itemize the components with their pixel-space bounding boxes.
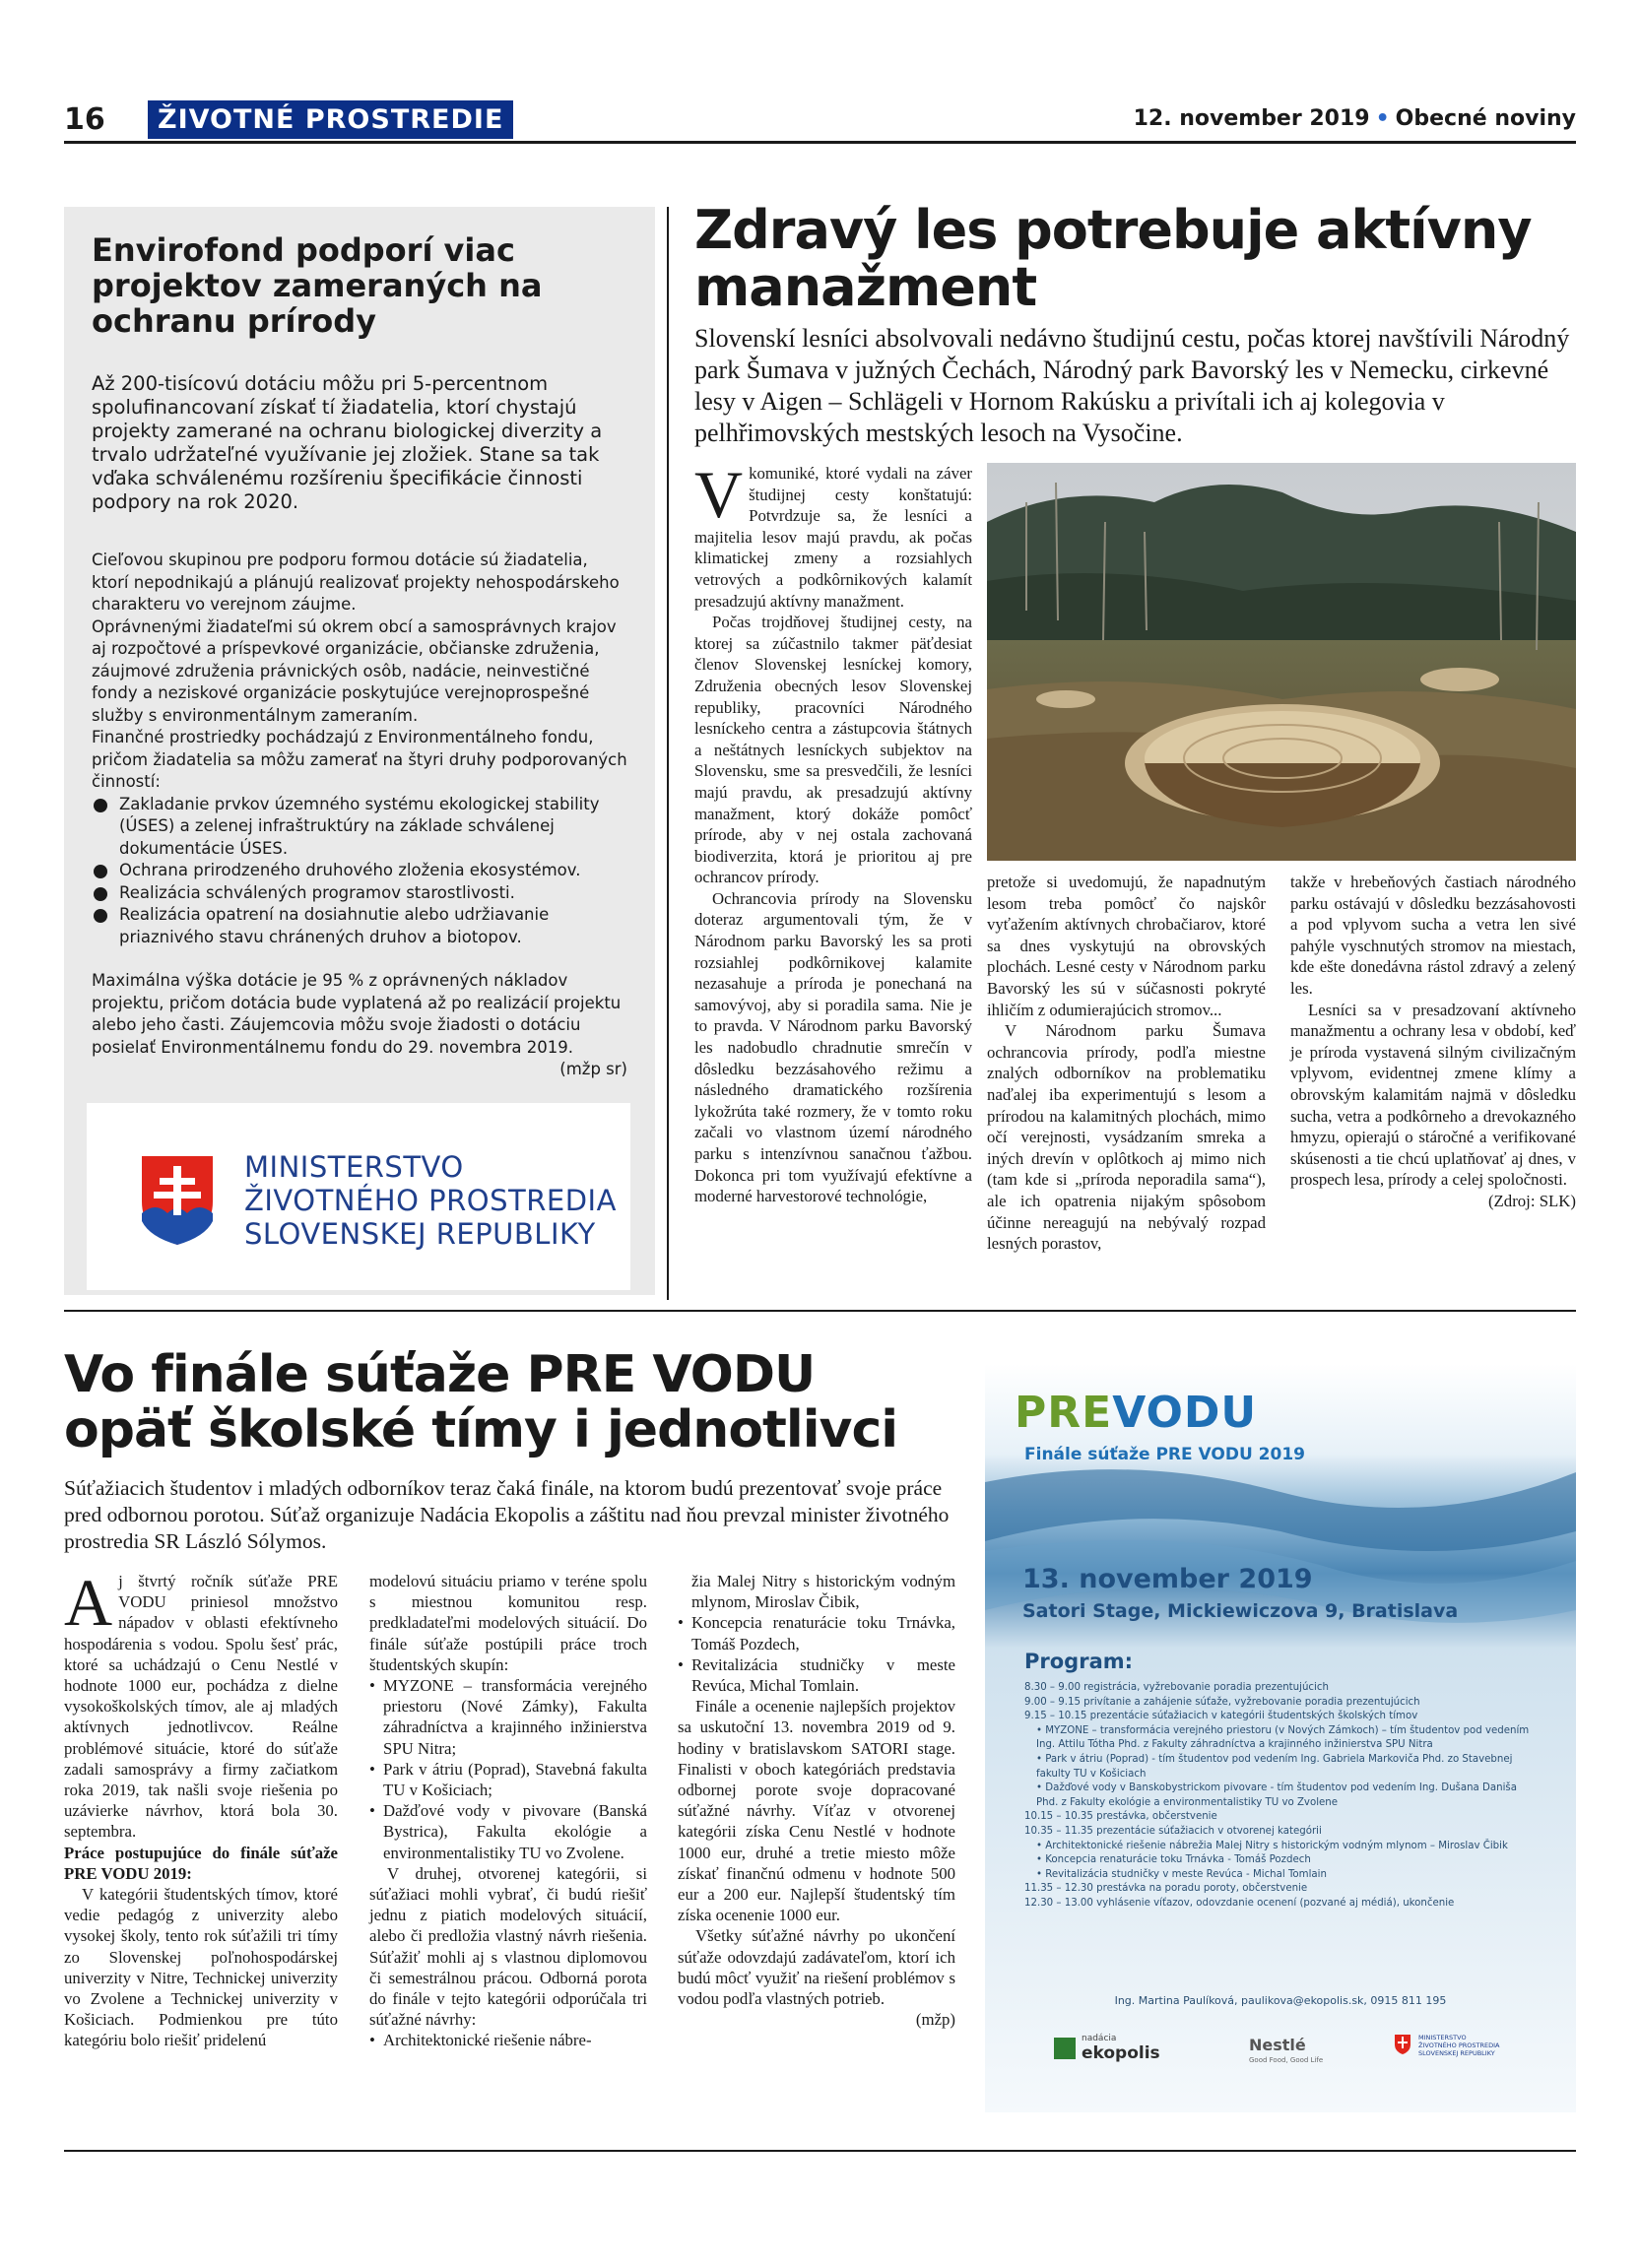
program-item: 10.35 – 11.35 prezentácie súťažiacich v otvorenej kategórii [1024,1825,1322,1837]
ekopolis-logo: ekopolis [1082,2043,1160,2063]
event-date: 13. november 2019 [1022,1564,1313,1594]
activity-list [92,794,627,949]
list-item: • Architektonické riešenie nábre- [369,2030,647,2050]
forest-column-2 [987,872,1266,1255]
envirofond-paragraph: Oprávnenými žiadateľmi sú okrem obcí a samosprávnych krajov aj rozpočtové a príspevkové organizácie, občianske združenia, záujmové združenia právnických osôb, nadácie, neinvestičné fondy a neziskové organizácie poskytujúce verejnoprospešné služby s environmentálnym zameraním. [92,616,617,725]
article-text: takže v hrebeňových častiach národného parku ostávajú v dôsledku bezzásahovosti a pod vplyvom sucha a vetra len sivé pahýle vyschnutých stromov na miestach, kde ešte donedávna rástol zdravý a zelený les. [1290,873,1576,998]
article-text: Všetky súťažné návrhy po ukončení súťaže odovzdajú zadávateľom, ktorí ich budú môcť využiť na riešení problémov s vodou podľa vlastných potrieb. [678,1926,955,2009]
ministry-line: ŽIVOTNÉHO PROSTREDIA [244,1184,617,1217]
poster-contact: Ing. Martina Paulíková, paulikova@ekopolis.sk, 0915 811 195 [1114,1994,1447,2007]
list-item: • Park v átriu (Poprad), Stavebná fakulta TU v Košiciach; [369,1759,647,1800]
program-item: 9.15 – 10.15 prezentácie súťažiacich v kategórii študentských školských tímov [1024,1711,1418,1722]
ekopolis-prefix: nadácia [1082,2034,1117,2043]
slovak-coat-of-arms-icon [138,1152,217,1247]
finalist-list [369,1675,647,1863]
program-item: 9.00 – 9.15 privítanie a zahájenie súťaže, vyžrebovanie poradia prezentujúcich [1024,1696,1420,1708]
article-text: Ochrancovia prírody na Slovensku doteraz argumentovali tým, že v Národnom parku Bavorský les sa proti rozsiahlej podkôrnikovej kalamite nezasahuje a príroda je ponechaná na samovývoj, aby si poradila sama. Nie je to pravda. V Národnom parku Bavorský les nadobudlo chradnutie smrečín v dôsledku bezzásahového režimu a následného dramatického rozšírenia lykožrúta také rozmery, že v tomto roku začali vo vlastnom území národného parku s intenzívnou sanačnou ťažbou. Dokonca pri tom využívajú efektívne a moderné harvestorové technológie, [694,888,972,1206]
envirofond-body [92,550,627,1081]
slovak-coat-of-arms-icon [1394,2034,1411,2055]
forest-article-title: Zdravý les potrebuje aktívny manažment [694,199,1532,318]
envirofond-paragraph: Cieľovou skupinou pre podporu formou dotácie sú žiadatelia, ktorí nepodnikajú a plánujú realizovať projekty nehospodárskeho charakteru vo verejnom záujme. [92,551,620,614]
section-label: ŽIVOTNÉ PROSTREDIE [148,100,513,139]
program-item: 10.15 – 10.35 prestávka, občerstvenie [1024,1811,1217,1823]
author-signature: (mžp) [915,2010,955,2030]
article-text: V Národnom parku Šumava ochrancovia prírody, podľa miestne znalých odborníkov na problematiku naďalej iba experimentujú s lesom a prírodou na kalamitných plochách, mimo očí verejnosti, vysádzaním smreka a iných drevín v oplôtkoch aj mimo nich (tam kde si „príroda neporadila sama“), ale ich opatrenia nijakým spôsobom účinne nereagujú na nebývalý rozpad lesných porastov, [987,1021,1266,1254]
finalist-list [369,2030,647,2050]
drop-cap: A [64,1565,113,1640]
section-divider [64,1310,1576,1312]
issue-date: 12. november 2019 [1133,106,1370,131]
ministry-small-logo [1418,2034,1499,2057]
ministry-logo [87,1103,630,1290]
program-item: 12.30 – 13.00 vyhlásenie víťazov, odovzdanie ocenení (pozvané aj médiá), ukončenie [1024,1897,1455,1909]
program-list [1024,1681,1537,1912]
page-header [64,98,1576,144]
prevodu-brand [1015,1388,1257,1438]
separator-dot: • [1375,106,1390,131]
ministry-line: MINISTERSTVO [244,1150,464,1184]
list-item: • Revitalizácia studničky v meste Revúca, Michal Tomlain. [678,1654,955,1696]
program-item: 11.35 – 12.30 prestávka na poradu poroty, občerstvenie [1024,1883,1308,1895]
list-item: Zakladanie prvkov územného systému ekologickej stability (ÚSES) a zelenej infraštruktúry na základe schválenej dokumentácie ÚSES. [92,794,627,861]
article-text: j štvrtý ročník súťaže PRE VODU priniesol množstvo nápadov v oblasti efektívneho hospodárenia s vodou. Spolu šesť prác, ktoré sa uchádzajú o Cenu Nestlé v hodnote 1000 eur, pochádza z dielne vysokoškolských tímov, ale aj mladých aktívnych jednotlivcov. Reálne problémové situácie, ktoré do súťaže zadali samosprávy a firmy začiatkom roka 2019, tak našli svoje riešenia po uzávierke návrhov, ktorá bola 30. septembra. [64,1572,338,1842]
program-item: • Dažďové vody v Banskobystrickom pivovare - tím študentov pod vedením Ing. Dušana Daniša Phd. z Fakulty ekológie a environmentalistiky TU vo Zvolene [1036,1782,1517,1808]
ministry-line: SLOVENSKEJ REPUBLIKY [244,1217,596,1251]
list-item: • MYZONE – transformácia verejného priestoru (Nové Zámky), Fakulta záhradníctva a krajinného inžinierstva SPU Nitra; [369,1675,647,1759]
article-text: Lesníci sa v presadzovaní aktívneho manažmentu a ochrany lesa v období, keď je príroda vystavená silným civilizačným vplyvom, evidentnej zmene klímy a obrovským kalamitám najmä v dôsledku sucha, vetra a podkôrneho a drevokazného hmyzu, opierajú o stáročné a verifikované skúsenosti a tie chcú uplatňovať aj dnes, v prospech lesa, prírody a celej spoločnosti. [1290,1000,1576,1190]
article-text: žia Malej Nitry s historickým vodným mlynom, Miroslav Čibik, [691,1572,955,1612]
article-text: komuniké, ktoré vydali na záver študijnej cesty konštatujú: Potvrdzuje sa, že lesníci a majitelia lesov majú pravdu, ak počas klimatickej zmeny a rozsiahlych vetrových a podkôrnikových kalamít presadzujú aktívny manažment. [694,464,972,611]
article-text: V druhej, otvorenej kategórii, si súťažiaci mohli vybrať, či budú riešiť jednu z piatich modelových situácií, alebo či predložia vlastný návrh riešenia. Súťažiť mohli aj s vlastnou diplomovou či semestrálnou prácou. Odborná porota do finále v tejto kategórii odporúčala tri súťažné návrhy: [369,1863,647,2030]
article-text: Počas trojdňovej študijnej cesty, na ktorej sa zúčastnilo takmer päťdesiat členov Slovenskej lesníckej komory, Združenia obecných lesov Slovenskej republiky, pracovníci Národného lesníckeho centra a zástupcovia štátnych a neštátnych lesníckych subjektov na Slovensku, sme sa presvedčili, že lesníci majú pravdu, ak presadzujú aktívny manažment, ktorý dokáže pomôcť prírode, aby v nej ostala zachovaná biodiverzita, ktorá je prioritou aj pre ochrancov prírody. [694,613,972,887]
prevodu-column-2 [369,1571,647,2051]
article-subheading: Práce postupujúce do finále súťaže PRE VODU 2019: [64,1843,338,1883]
column-divider [667,207,669,1300]
article-text: pretože si uvedomujú, že napadnutým lesom treba pomôcť čo najskôr vyťažením aktívnych chrobačiarov, ktoré sa dnes vyskytujú na obrovských plochách. Lesné cesty v Národnom parku Bavorský les sú v súčasnosti pokryté ihličím z odumierajúcich stromov... [987,873,1266,1019]
ministry-name [244,1150,617,1251]
program-item: • Koncepcia renaturácie toku Trnávka - Tomáš Pozdech [1036,1854,1311,1866]
ministry-line: MINISTERSTVO [1418,2034,1467,2041]
nestle-logo: Nestlé [1249,2036,1306,2054]
envirofond-lead: Až 200-tisícovú dotáciu môžu pri 5-percentnom spolufinancovaní získať tí žiadatelia, ktorí chystajú projekty zamerané na ochranu biologickej diverzity a trvalo udržateľné využívanie jej zložiek. Stane sa tak vďaka schválenému rozšíreniu špecifikácie činnosti podpory na rok 2020. [92,372,603,513]
prevodu-poster [985,1364,1576,2112]
prevodu-article-title: Vo finále súťaže PRE VODU opäť školské tímy i jednotlivci [64,1345,898,1459]
program-label: Program: [1024,1650,1134,1673]
page-number: 16 [64,102,105,137]
list-item: • Dažďové vody v pivovare (Banská Bystrica), Fakulta ekológie a environmentalistiky TU vo Zvolene. [369,1800,647,1863]
brand-vodu: VODU [1112,1388,1258,1438]
source-credit: (Zdroj: SLK) [1487,1191,1576,1210]
envirofond-title: Envirofond podporí viac projektov zameraných na ochranu prírody [92,231,543,340]
forest-column-3 [1290,872,1576,1212]
finalist-list [678,1612,955,1696]
author-signature: (mžp sr) [559,1060,627,1078]
drop-cap: V [694,457,744,532]
list-item: • Koncepcia renaturácie toku Trnávka, Tomáš Pozdech, [678,1612,955,1653]
ministry-line: ŽIVOTNÉHO PROSTREDIA [1418,2041,1500,2049]
forest-column-1 [694,457,972,1207]
forest-article-lead: Slovenskí lesníci absolvovali nedávno študijnú cestu, počas ktorej navštívili Národný park Šumava v južných Čechách, Národný park Bavorský les v Nemecku, cirkevné lesy v Aigen – Schlägeli v Hornom Rakúsku a privítali ich aj kolegovia v pelhřimovských mestských lesoch na Vysočine. [694,324,1570,447]
article-text: Finále a ocenenie najlepších projektov sa uskutoční 13. novembra 2019 od 9. hodiny v bratislavskom SATORI stage. Finalisti v oboch kategóriách predstavia odbornej porote svoje dopracované súťažné návrhy. Víťaz v otvorenej kategórii získa Cenu Nestlé v hodnote 1000 eur, druhé a tretie miesto môže získať finančnú odmenu v hodnote 500 eur a 200 eur. Najlepší študentský tím získa ocenenie 1000 eur. [678,1697,955,1925]
article-text: V kategórii študentských tímov, ktoré vedie pedagóg z univerzity alebo vysokej školy, tento rok súťažili tri tímy zo Slovenskej poľnohospodárskej univerzity v Nitre, Technickej univerzity vo Zvolene a Technickej univerzity v Košiciach. Podmienkou pre túto kategóriu bolo riešiť pridelenú [64,1885,338,2050]
nestle-tagline: Good Food, Good Life [1249,2056,1324,2064]
list-item: Realizácia schválených programov starostlivosti. [92,882,627,905]
program-item: • Architektonické riešenie nábrežia Malej Nitry s historickým vodným mlynom – Miroslav Čibik [1036,1840,1508,1851]
brand-pre: PRE [1015,1388,1113,1438]
envirofond-paragraph: Maximálna výška dotácie je 95 % z oprávnených nákladov projektu, pričom dotácia bude vyplatená až po realizácií projektu alebo jeho časti. Záujemcovia môžu svoje žiadosti o dotáciu posielať Environmentálnemu fondu do 29. novembra 2019. [92,971,622,1057]
page-bottom-rule [64,2150,1576,2152]
program-item: • MYZONE – transformácia verejného priestoru (v Nových Zámkoch) – tím študentov pod vedením Ing. Attilu Tótha Phd. z Fakulty záhradníctva a krajinného inžinierstva SPU Nitra [1036,1724,1530,1751]
list-item: Realizácia opatrení na dosiahnutie alebo udržiavanie priaznivého stavu chránených druhov a biotopov. [92,904,627,948]
forest-stump-photo [987,463,1576,861]
list-item: Ochrana prirodzeného druhového zloženia ekosystémov. [92,860,627,882]
prevodu-column-1 [64,1565,338,2051]
poster-subtitle: Finále súťaže PRE VODU 2019 [1024,1445,1305,1464]
envirofond-paragraph: Finančné prostriedky pochádzajú z Environmentálneho fondu, pričom žiadatelia sa môžu zamerať na štyri druhy podporovaných činností: [92,728,627,791]
program-item: 8.30 – 9.00 registrácia, vyžrebovanie poradia prezentujúcich [1024,1682,1329,1693]
prevodu-column-3 [678,1571,955,2030]
forest-photo-image [987,463,1576,861]
article-text: modelovú situáciu priamo v teréne spolu s miestnou komunitou resp. predkladateľmi modelových situácií. Do finále súťaže postúpili práce troch študentských skupín: [369,1572,647,1674]
program-item: • Park v átriu (Poprad) - tím študentov pod vedením Ing. Gabriela Markoviča Phd. zo Stavebnej fakulty TU v Košiciach [1036,1753,1513,1780]
prevodu-article-lead: Súťažiacich študentov i mladých odborníkov teraz čaká finále, na ktorom budú prezentovať svoje práce pred odbornou porotou. Súťaž organizuje Nadácia Ekopolis a záštitu nad ňou prevzal minister životného prostredia SR László Sólymos. [64,1476,950,1553]
ministry-line: SLOVENSKEJ REPUBLIKY [1418,2049,1495,2057]
newspaper-name: Obecné noviny [1395,106,1576,131]
event-venue: Satori Stage, Mickiewiczova 9, Bratislava [1022,1600,1459,1622]
program-item: • Revitalizácia studničky v meste Revúca - Michal Tomlain [1036,1868,1327,1880]
issue-info [1134,106,1576,131]
ekopolis-logo-icon [1054,2038,1076,2059]
